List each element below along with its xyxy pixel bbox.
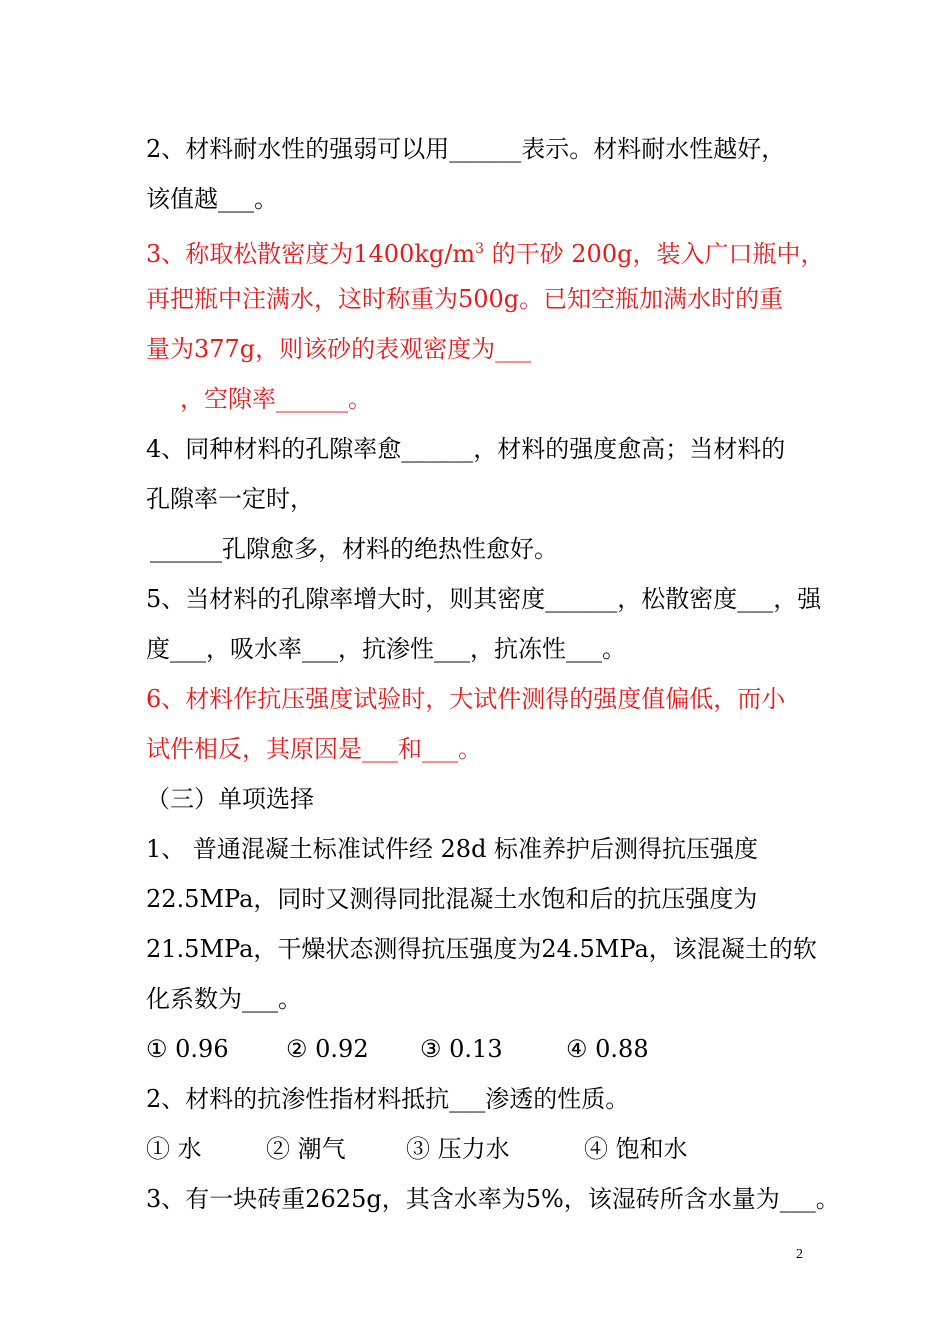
choice-3-line-1: 3、有一块砖重2625g，其含水率为5%，该湿砖所含水量为___。 bbox=[146, 1185, 840, 1213]
choice-1-line-1: 1、 普通混凝土标准试件经 28d 标准养护后测得抗压强度 bbox=[146, 835, 759, 863]
option-4: ④ 0.88 bbox=[566, 1035, 649, 1063]
option-2: ② 0.92 bbox=[286, 1035, 369, 1063]
question-3-line-2: 再把瓶中注满水，这时称重为500g。已知空瓶加满水时的重 bbox=[146, 285, 784, 313]
question-6-line-2: 试件相反，其原因是___和___。 bbox=[146, 735, 482, 763]
option-3: ③ 0.13 bbox=[420, 1035, 503, 1063]
choice-1-line-3: 21.5MPa，干燥状态测得抗压强度为24.5MPa，该混凝土的软 bbox=[146, 935, 817, 963]
question-5-line-2: 度___，吸水率___，抗渗性___，抗冻性___。 bbox=[146, 635, 626, 663]
question-4-line-2: 孔隙率一定时， bbox=[146, 485, 314, 513]
question-2-line-2: 该值越___。 bbox=[146, 185, 278, 213]
question-2-line-1: 2、材料耐水性的强弱可以用______表示。材料耐水性越好， bbox=[146, 135, 786, 163]
option-1: ① 0.96 bbox=[146, 1035, 229, 1063]
option-4: ④ 饱和水 bbox=[584, 1135, 688, 1163]
superscript-3: 3 bbox=[475, 241, 485, 257]
question-4-line-3: ______孔隙愈多，材料的绝热性愈好。 bbox=[150, 535, 558, 563]
page-number: 2 bbox=[796, 1247, 803, 1262]
question-3-text-b: 的干砂 200g，装入广口瓶中， bbox=[484, 240, 825, 268]
question-4-line-1: 4、同种材料的孔隙率愈______，材料的强度愈高；当材料的 bbox=[146, 435, 786, 463]
option-1: ① 水 bbox=[146, 1135, 202, 1163]
question-3-line-3: 量为377g，则该砂的表观密度为___ bbox=[146, 335, 532, 363]
question-3-text-a: 3、称取松散密度为1400kg/m bbox=[146, 240, 476, 268]
question-5-line-1: 5、当材料的孔隙率增大时，则其密度______，松散密度___，强 bbox=[146, 585, 822, 613]
choice-1-options bbox=[146, 1034, 649, 1064]
question-3-line-4: ，空隙率______。 bbox=[180, 385, 372, 413]
question-3-line-1 bbox=[146, 234, 824, 269]
choice-2-line-1: 2、材料的抗渗性指材料抵抗___渗透的性质。 bbox=[146, 1085, 630, 1113]
option-3: ③ 压力水 bbox=[406, 1135, 510, 1163]
section-heading: （三）单项选择 bbox=[146, 785, 314, 813]
choice-2-options bbox=[146, 1134, 688, 1164]
choice-1-line-4: 化系数为___。 bbox=[146, 985, 302, 1013]
choice-1-line-2: 22.5MPa，同时又测得同批混凝土水饱和后的抗压强度为 bbox=[146, 885, 758, 913]
question-6-line-1: 6、材料作抗压强度试验时，大试件测得的强度值偏低，而小 bbox=[146, 685, 786, 713]
option-2: ② 潮气 bbox=[266, 1135, 346, 1163]
